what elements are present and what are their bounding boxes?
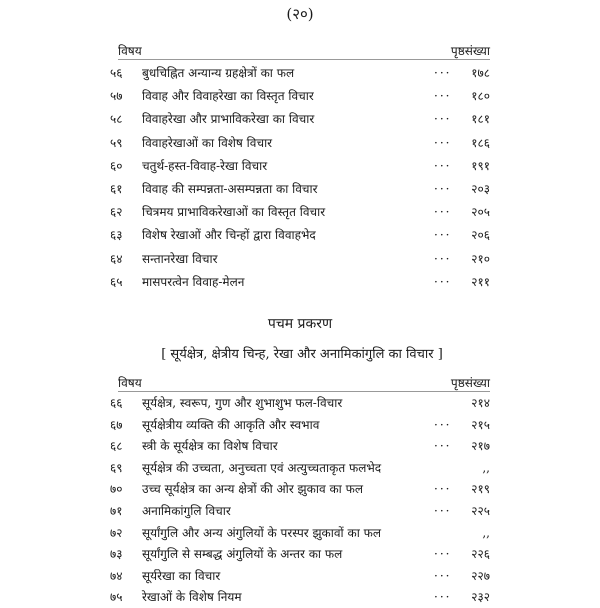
toc-row-page: २१४ — [471, 396, 490, 410]
toc-row-leader: ··· — [434, 135, 452, 150]
toc-row-leader: ··· — [434, 112, 452, 127]
toc-row-leader: ··· — [434, 205, 452, 220]
toc-row-title: विवाह की सम्पन्नता-असम्पन्नता का विचार — [142, 182, 318, 196]
header-page-number: पृष्ठसंख्या — [450, 376, 490, 390]
toc-row-number: ६९ — [110, 460, 123, 475]
page-number: (२०) — [286, 5, 314, 23]
toc-row-leader: ··· — [434, 547, 452, 562]
toc-row — [110, 435, 490, 457]
toc-row — [110, 248, 490, 270]
toc-row — [110, 178, 490, 200]
toc-row-title: बुधचिह्नित अन्यान्य ग्रहक्षेत्रों का फल — [142, 66, 295, 80]
toc-row — [110, 85, 490, 107]
toc-row-leader: ··· — [434, 251, 452, 266]
toc-row-page: २०६ — [471, 228, 490, 243]
toc-row-page: २०३ — [471, 182, 490, 196]
toc-row-page: ,, — [482, 460, 490, 475]
toc-row-leader: ··· — [434, 182, 452, 196]
toc-row-page: २२७ — [471, 568, 490, 583]
toc-row-page: १९१ — [471, 158, 490, 173]
toc-row-title: सूर्यांगुलि और अन्य अंगुलियों के परस्पर झुकावों का फल — [142, 525, 382, 540]
toc-row-page: २०५ — [471, 205, 490, 220]
toc-row-page: ,, — [482, 525, 490, 540]
toc-row-number: ६६ — [110, 396, 123, 410]
toc-row-leader: ··· — [434, 417, 452, 432]
toc-row — [110, 132, 490, 154]
toc-row-page: १८० — [471, 89, 490, 104]
toc-row — [110, 543, 490, 565]
toc-row-number: ७४ — [110, 568, 123, 583]
toc-row-title: विवाहरेखा और प्राभाविकरेखा का विचार — [142, 112, 315, 127]
toc-row-number: ५६ — [110, 66, 123, 80]
toc-header-2 — [118, 374, 490, 392]
toc-row-title: सूर्यक्षेत्र, स्वरूप, गुण और शुभाशुभ फल-विचार — [142, 396, 343, 410]
toc-row-number: ५९ — [110, 135, 123, 150]
toc-row-leader: ··· — [434, 158, 452, 173]
toc-row-leader: ··· — [434, 568, 452, 583]
toc-row-title: विवाहरेखाओं का विशेष विचार — [142, 135, 273, 150]
toc-row-title: सन्तानरेखा विचार — [142, 251, 218, 266]
toc-row-page: १८१ — [471, 112, 490, 127]
toc-row-page: १७८ — [471, 66, 490, 80]
toc-row — [110, 108, 490, 130]
toc-row-page: २१५ — [471, 417, 490, 432]
header-page-number: पृष्ठसंख्या — [450, 44, 490, 58]
toc-row — [110, 62, 490, 84]
chapter-subtitle: [ सूर्यक्षेत्र, क्षेत्रीय चिन्ह, रेखा और अनामिकांगुलि का विचार ] — [161, 347, 443, 362]
toc-row-leader: ··· — [434, 274, 452, 289]
toc-row — [110, 457, 490, 479]
toc-row-number: ७५ — [110, 590, 123, 605]
toc-row-leader: ··· — [434, 504, 452, 518]
toc-row-title: उच्च सूर्यक्षेत्र का अन्य क्षेत्रों की ओर झुकाव का फल — [142, 482, 363, 497]
toc-row — [110, 271, 490, 293]
toc-row-title: चतुर्थ-हस्त-विवाह-रेखा विचार — [142, 158, 268, 173]
toc-row-leader: ··· — [434, 89, 452, 104]
toc-row — [110, 522, 490, 544]
toc-row-number: ५८ — [110, 112, 123, 127]
header-subject: विषय — [118, 376, 142, 390]
toc-row-title: रेखाओं के विशेष नियम — [142, 590, 242, 605]
toc-row-leader: ··· — [434, 66, 452, 80]
toc-row-page: २१० — [471, 251, 490, 266]
toc-row-leader: ··· — [434, 590, 452, 605]
toc-row-number: ६२ — [110, 205, 123, 220]
toc-row-number: ५७ — [110, 89, 123, 104]
toc-row-number: ६४ — [110, 251, 123, 266]
toc-row — [110, 478, 490, 500]
toc-row-page: २२६ — [471, 547, 490, 562]
toc-row-number: ६७ — [110, 417, 123, 432]
header-subject: विषय — [118, 44, 142, 58]
toc-row-number: ६० — [110, 158, 123, 173]
toc-row-page: १८६ — [471, 135, 490, 150]
toc-row-leader: ··· — [434, 228, 452, 243]
toc-header — [118, 42, 490, 60]
toc-row-title: चित्रमय प्राभाविकरेखाओं का विस्तृत विचार — [142, 205, 326, 220]
toc-row — [110, 155, 490, 177]
toc-row-page: २१७ — [471, 439, 490, 454]
toc-row-page: २१९ — [471, 482, 490, 497]
chapter-title: पचम प्रकरण — [267, 316, 333, 332]
toc-row-title: विवाह और विवाहरेखा का विस्तृत विचार — [142, 89, 314, 104]
toc-row — [110, 565, 490, 587]
toc-row-number: ७० — [110, 482, 123, 497]
toc-row-page: २२५ — [471, 504, 490, 518]
toc-row-number: ७२ — [110, 525, 123, 540]
toc-row-leader: ··· — [434, 439, 452, 454]
toc-row-title: सूर्यक्षेत्रीय व्यक्ति की आकृति और स्वभाव — [142, 417, 320, 432]
toc-row-title: सूर्यक्षेत्र की उच्चता, अनुच्चता एवं अत्युच्चताकृत फलभेद — [142, 460, 382, 475]
toc-row — [110, 224, 490, 246]
toc-row-title: सूर्यांगुलि से सम्बद्ध अंगुलियों के अन्तर का फल — [142, 547, 343, 562]
toc-row-number: ६३ — [110, 228, 123, 243]
toc-row-title: सूर्यरेखा का विचार — [142, 568, 221, 583]
toc-row — [110, 500, 490, 522]
toc-row — [110, 414, 490, 436]
toc-row-title: स्त्री के सूर्यक्षेत्र का विशेष विचार — [142, 439, 278, 454]
toc-row-number: ७३ — [110, 547, 123, 562]
toc-row-number: ६१ — [110, 182, 123, 196]
toc-row-page: २११ — [471, 274, 490, 289]
toc-row-number: ६५ — [110, 274, 123, 289]
toc-row-leader: ··· — [434, 482, 452, 497]
toc-row-number: ७१ — [110, 504, 123, 518]
toc-row-page: २३२ — [471, 590, 490, 605]
toc-row-title: मासपरत्वेन विवाह-मेलन — [142, 274, 245, 289]
toc-row — [110, 586, 490, 608]
toc-row-title: विशेष रेखाओं और चिन्हों द्वारा विवाहभेद — [142, 228, 316, 243]
toc-row — [110, 392, 490, 414]
toc-row — [110, 201, 490, 223]
toc-row-title: अनामिकांगुलि विचार — [142, 504, 231, 518]
toc-row-number: ६८ — [110, 439, 123, 454]
